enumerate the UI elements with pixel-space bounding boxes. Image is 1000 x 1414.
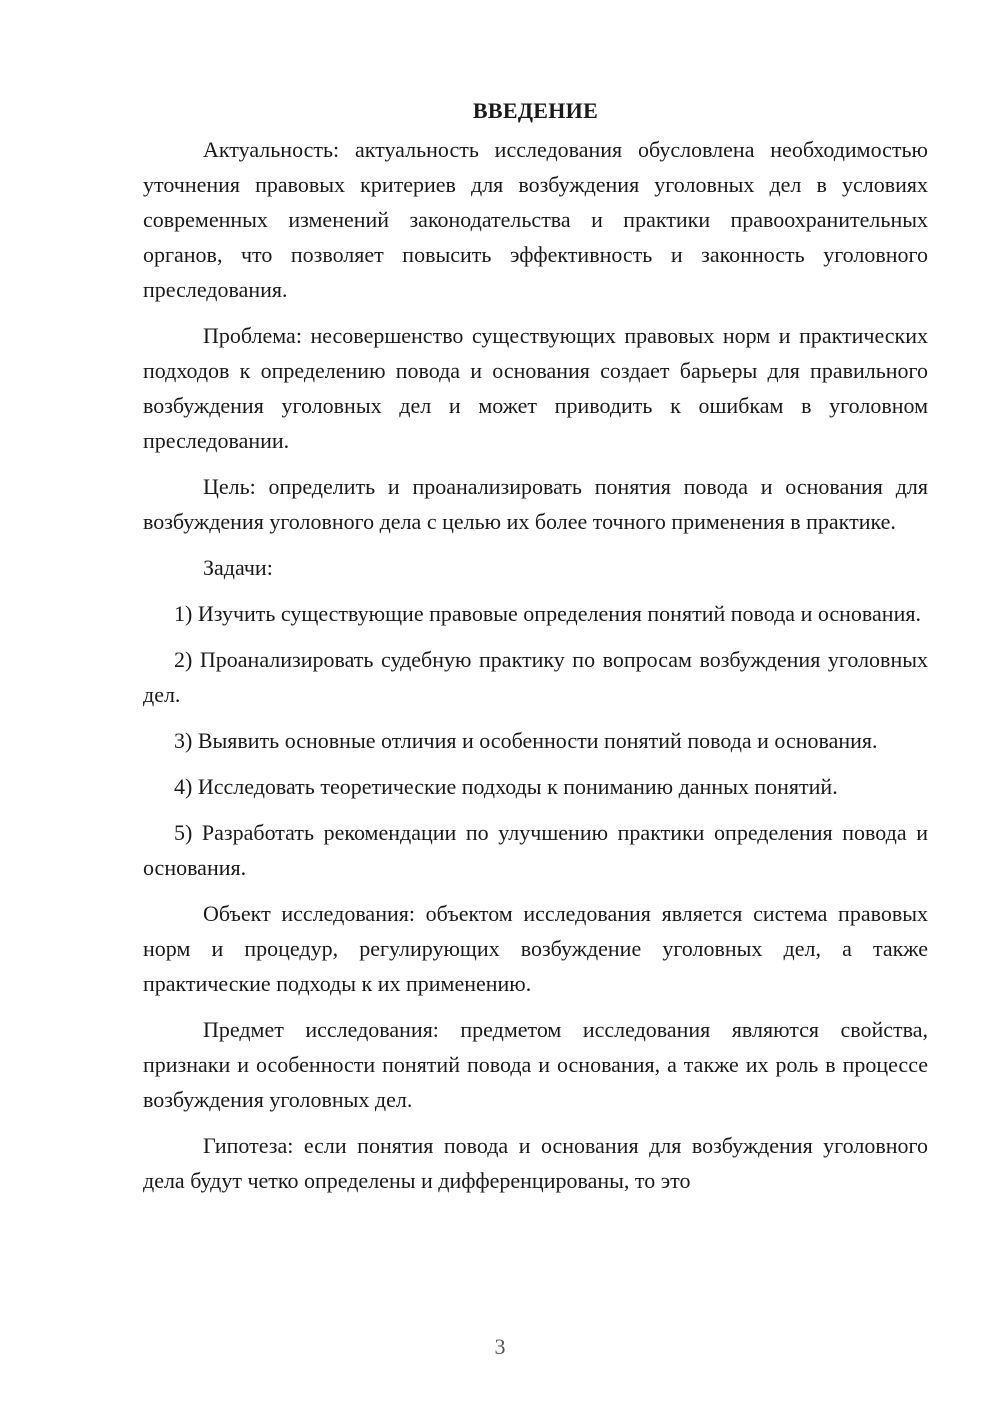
paragraph-object: Объект исследования: объектом исследования является система правовых норм и процедур, регулирующих возбуждение уголовных дел, а также практические подходы к их применению. xyxy=(143,901,928,996)
task-item-4: 4) Исследовать теоретические подходы к пониманию данных понятий. xyxy=(174,774,838,799)
task-item-2: 2) Проанализировать судебную практику по вопросам возбуждения уголовных дел. xyxy=(143,647,928,707)
paragraph-tasks-heading: Задачи: xyxy=(203,555,273,580)
paragraph-subject: Предмет исследования: предметом исследования являются свойства, признаки и особенности понятий повода и основания, а также их роль в процессе возбуждения уголовных дел. xyxy=(143,1017,928,1112)
task-item-5: 5) Разработать рекомендации по улучшению практики определения повода и основания. xyxy=(143,820,928,880)
paragraph-relevance: Актуальность: актуальность исследования обусловлена необходимостью уточнения правовых критериев для возбуждения уголовных дел в условиях современных изменений законодательства и практики правоохранительных органов, что позволяет повысить эффективность и законность уголовного преследования. xyxy=(143,137,928,302)
paragraph-hypothesis: Гипотеза: если понятия повода и основания для возбуждения уголовного дела будут четко определены и дифференцированы, то это xyxy=(143,1133,928,1193)
paragraph-problem: Проблема: несовершенство существующих правовых норм и практических подходов к определению повода и основания создает барьеры для правильного возбуждения уголовных дел и может приводить к ошибкам в уголовном преследовании. xyxy=(143,323,928,453)
page-number: 3 xyxy=(494,1334,506,1359)
document-page xyxy=(143,96,928,1209)
task-item-1: 1) Изучить существующие правовые определения понятий повода и основания. xyxy=(174,601,921,626)
task-item-3: 3) Выявить основные отличия и особенности понятий повода и основания. xyxy=(174,728,878,753)
paragraph-goal: Цель: определить и проанализировать понятия повода и основания для возбуждения уголовного дела с целью их более точного применения в практике. xyxy=(143,474,928,534)
section-title: ВВЕДЕНИЕ xyxy=(472,98,599,123)
